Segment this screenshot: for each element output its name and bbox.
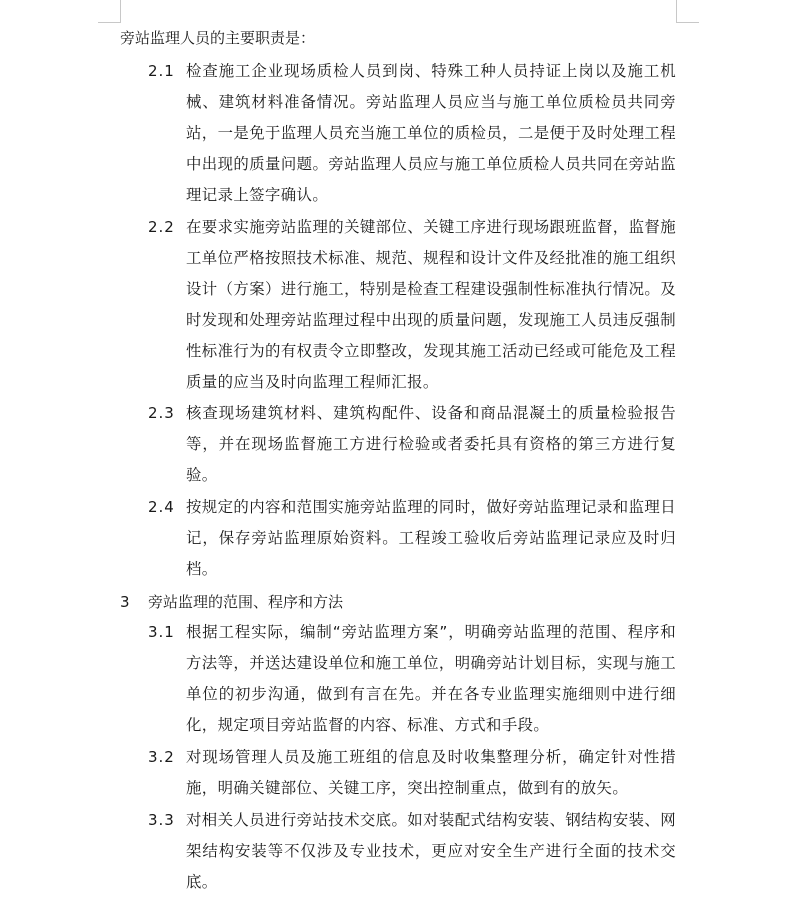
list-item-3-3: [148, 805, 688, 898]
section-number: 3: [120, 593, 130, 611]
item-number: 2.2: [148, 218, 175, 236]
list-item-2-2: [148, 212, 688, 398]
list-item-2-3: [148, 398, 688, 491]
item-text: 在要求实施旁站监理的关键部位、关键工序进行现场跟班监督，监督施工单位严格按照技术标准、规范、规程和设计文件及经批准的施工组织设计（方案）进行施工，特别是检查工程建设强制性标准执行情况。及时发现和处理旁站监理过程中出现的质量问题，发现施工人员违反强制性标准行为的有权责令立即整改，发现其施工活动已经或可能危及工程质量的应当及时向监理工程师汇报。: [186, 218, 676, 391]
item-text: 核查现场建筑材料、建筑构配件、设备和商品混凝土的质量检验报告等，并在现场监督施工方进行检验或者委托具有资格的第三方进行复验。: [186, 404, 676, 484]
crop-mark-top-right: [676, 0, 699, 23]
list-item-2-1: [148, 56, 688, 211]
item-text: 根据工程实际，编制“旁站监理方案”，明确旁站监理的范围、程序和方法等，并送达建设单位和施工单位，明确旁站计划目标，实现与施工单位的初步沟通，做到有言在先。并在各专业监理实施细则中进行细化，规定项目旁站监督的内容、标准、方式和手段。: [186, 623, 676, 734]
list-item-3-2: [148, 742, 688, 804]
list-item-3-1: [148, 617, 688, 741]
item-number: 2.3: [148, 404, 175, 422]
item-text: 对现场管理人员及施工班组的信息及时收集整理分析，确定针对性措施，明确关键部位、关键工序，突出控制重点，做到有的放矢。: [186, 748, 676, 797]
item-number: 3.2: [148, 748, 175, 766]
section-3-heading: [120, 592, 343, 612]
item-number: 3.3: [148, 811, 175, 829]
crop-mark-top-left: [98, 0, 121, 23]
item-number: 3.1: [148, 623, 175, 641]
section-title: 旁站监理的范围、程序和方法: [148, 593, 344, 611]
item-number: 2.1: [148, 62, 175, 80]
intro-paragraph: 旁站监理人员的主要职责是：: [120, 29, 316, 47]
item-text: 对相关人员进行旁站技术交底。如对装配式结构安装、钢结构安装、网架结构安装等不仅涉及专业技术，更应对安全生产进行全面的技术交底。: [186, 811, 676, 891]
list-item-2-4: [148, 492, 688, 585]
item-text: 按规定的内容和范围实施旁站监理的同时，做好旁站监理记录和监理日记，保存旁站监理原始资料。工程竣工验收后旁站监理记录应及时归档。: [186, 498, 676, 578]
item-text: 检查施工企业现场质检人员到岗、特殊工种人员持证上岗以及施工机械、建筑材料准备情况。旁站监理人员应当与施工单位质检员共同旁站，一是免于监理人员充当施工单位的质检员，二是便于及时处理工程中出现的质量问题。旁站监理人员应与施工单位质检人员共同在旁站监理记录上签字确认。: [186, 62, 676, 204]
item-number: 2.4: [148, 498, 175, 516]
